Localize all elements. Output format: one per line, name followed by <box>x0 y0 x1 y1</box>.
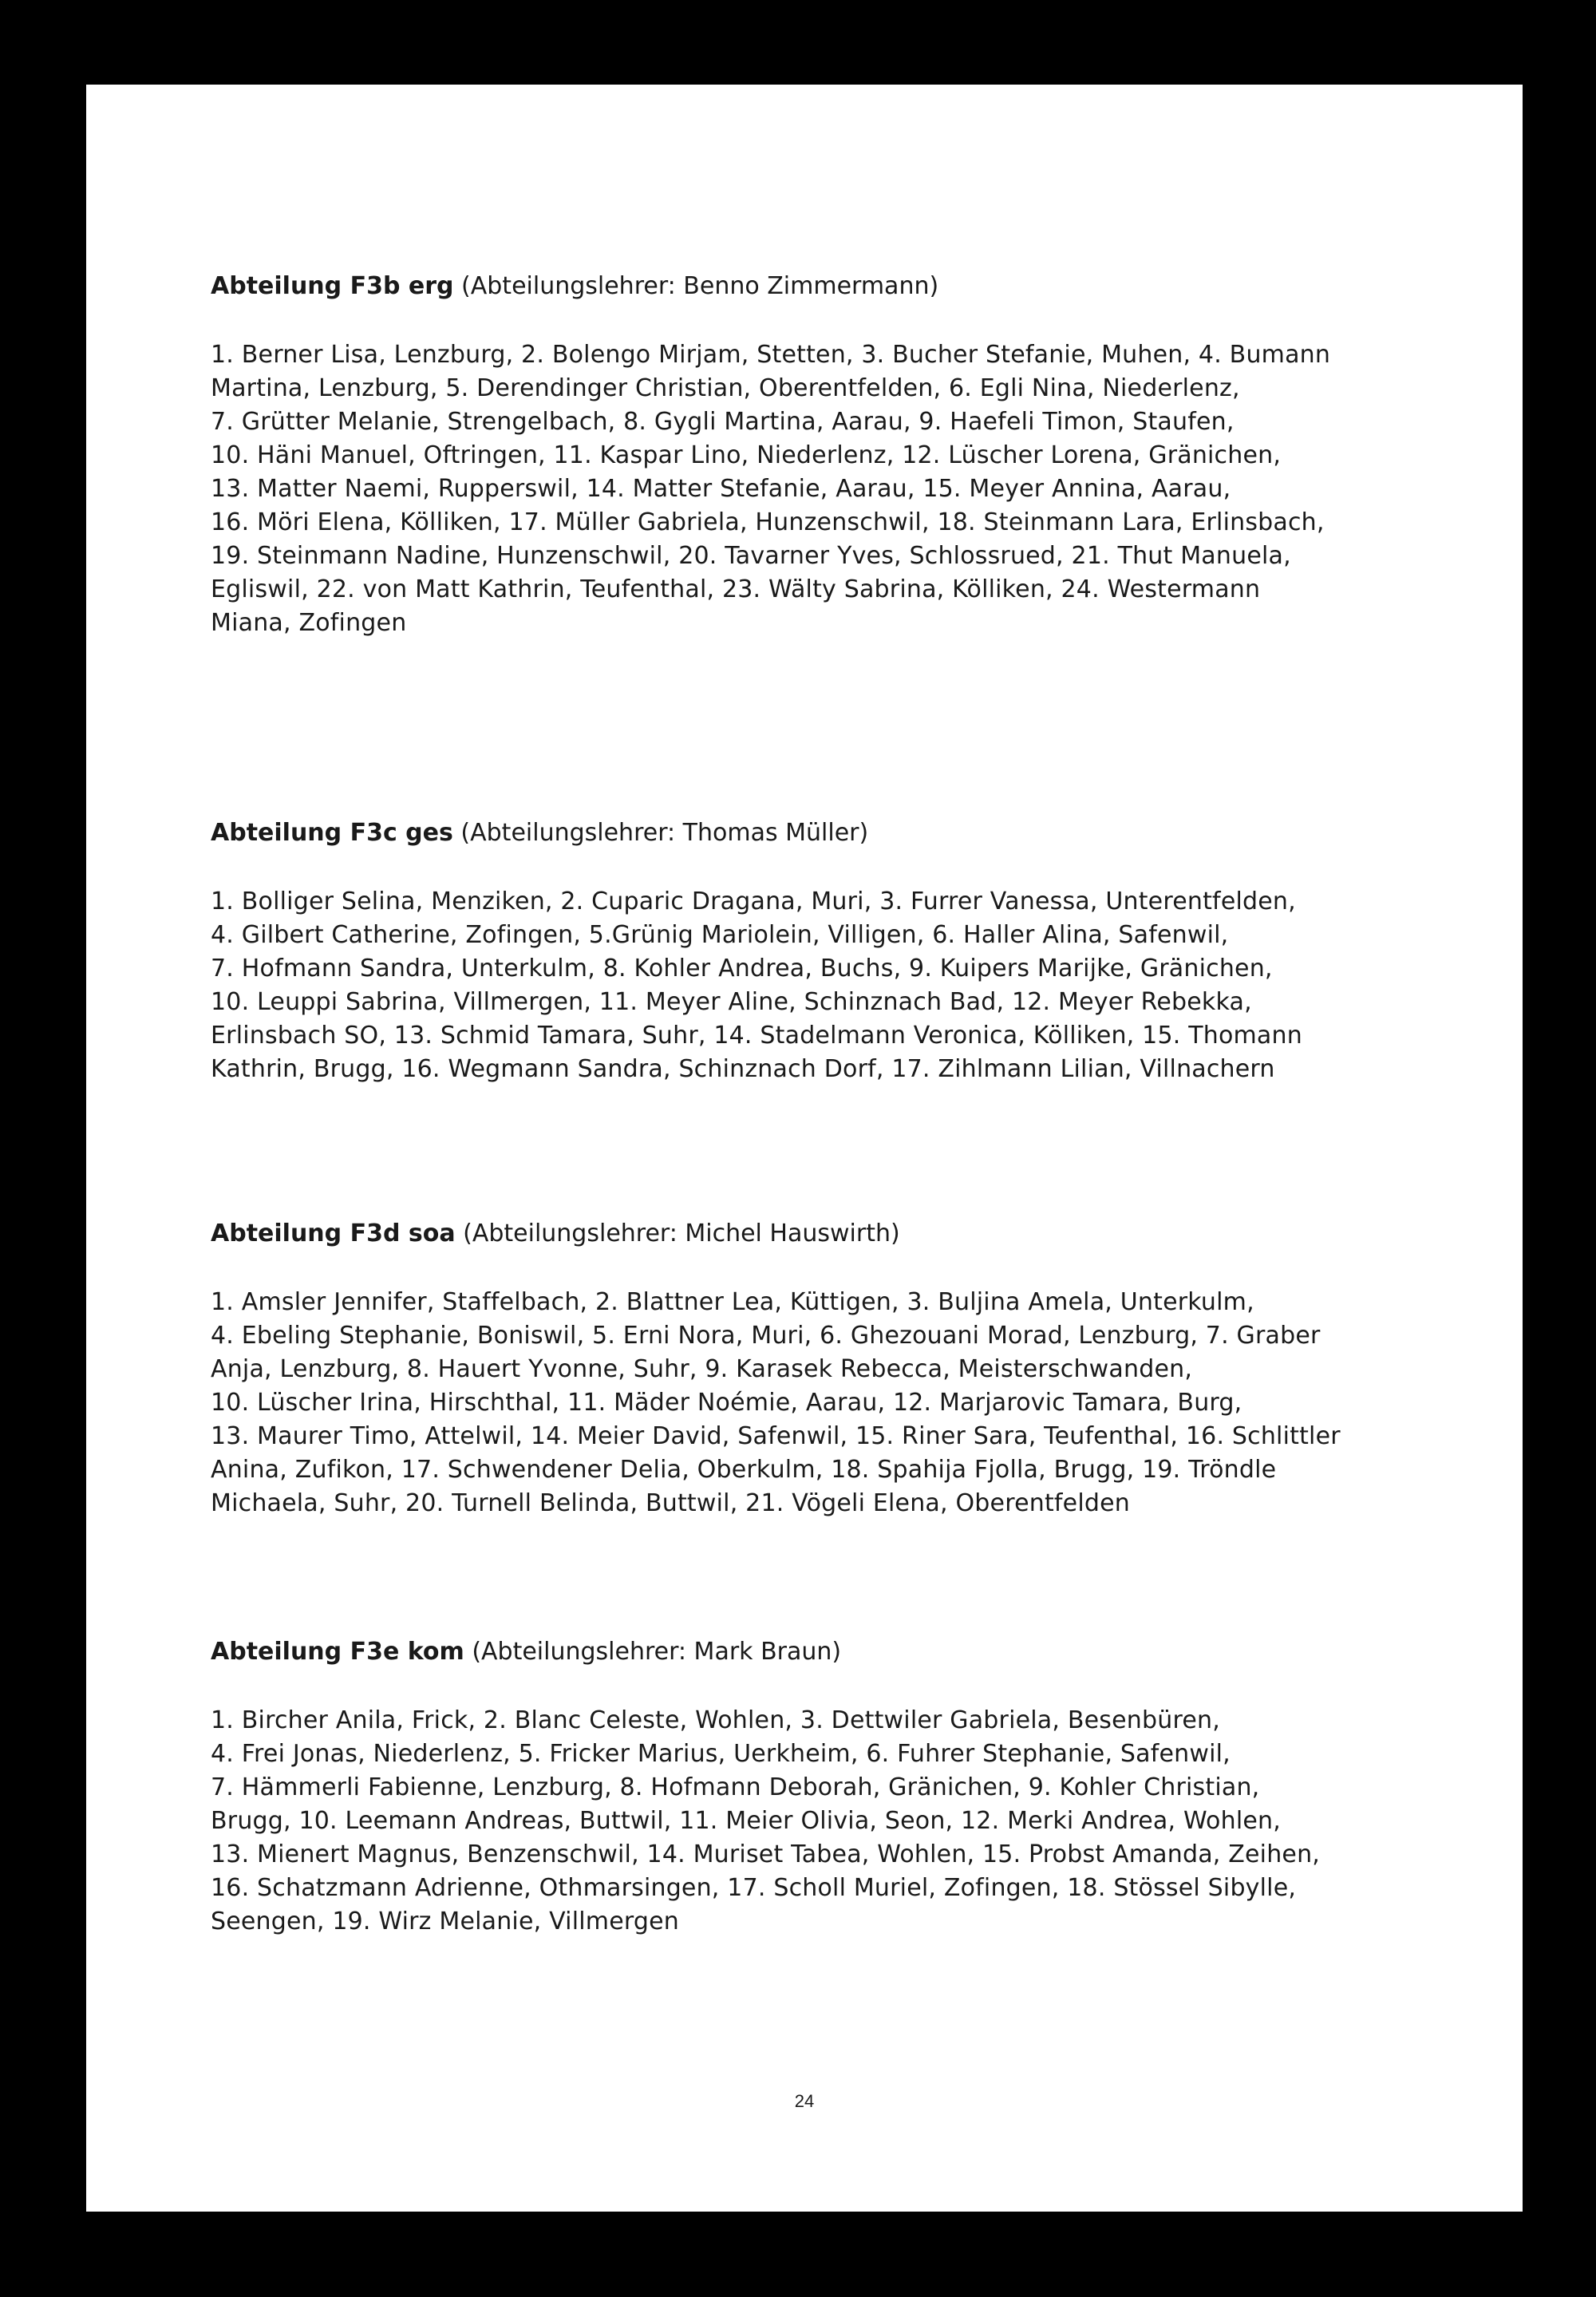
student-list-line: Anina, Zufikon, 17. Schwendener Delia, Oberkulm, 18. Spahija Fjolla, Brugg, 19. Tröndle <box>211 1456 1277 1484</box>
student-list-line: 10. Leuppi Sabrina, Villmergen, 11. Meyer Aline, Schinznach Bad, 12. Meyer Rebekka, <box>211 988 1252 1016</box>
student-list-line: 7. Hämmerli Fabienne, Lenzburg, 8. Hofmann Deborah, Gränichen, 9. Kohler Christian, <box>211 1773 1260 1801</box>
student-list-line: Martina, Lenzburg, 5. Derendinger Christian, Oberentfelden, 6. Egli Nina, Niederlenz, <box>211 374 1240 402</box>
document-page <box>86 85 1523 2212</box>
student-list-line: 10. Häni Manuel, Oftringen, 11. Kaspar Lino, Niederlenz, 12. Lüscher Lorena, Gränichen, <box>211 441 1282 469</box>
student-list <box>211 1704 1464 1939</box>
student-list-line: Kathrin, Brugg, 16. Wegmann Sandra, Schinznach Dorf, 17. Zihlmann Lilian, Villnachern <box>211 1055 1275 1083</box>
section-heading <box>211 1635 1464 1669</box>
student-list-line: 1. Bircher Anila, Frick, 2. Blanc Celeste, Wohlen, 3. Dettwiler Gabriela, Besenbüren, <box>211 1706 1220 1734</box>
student-list <box>211 338 1464 640</box>
section-heading <box>211 1217 1464 1251</box>
student-list-line: 13. Matter Naemi, Rupperswil, 14. Matter Stefanie, Aarau, 15. Meyer Annina, Aarau, <box>211 475 1231 503</box>
teacher-name: (Abteilungslehrer: Benno Zimmermann) <box>461 272 939 300</box>
section-heading <box>211 270 1464 303</box>
section-heading <box>211 816 1464 850</box>
student-list-line: 4. Frei Jonas, Niederlenz, 5. Fricker Marius, Uerkheim, 6. Fuhrer Stephanie, Safenwil, <box>211 1740 1231 1768</box>
class-name: Abteilung F3e kom <box>211 1638 464 1666</box>
class-section-f3d <box>211 1217 1464 1520</box>
student-list-line: Seengen, 19. Wirz Melanie, Villmergen <box>211 1908 679 1935</box>
class-section-f3e <box>211 1635 1464 1939</box>
student-list-line: 1. Bolliger Selina, Menziken, 2. Cuparic Dragana, Muri, 3. Furrer Vanessa, Unterentfelden, <box>211 888 1296 915</box>
student-list-line: Egliswil, 22. von Matt Kathrin, Teufenthal, 23. Wälty Sabrina, Kölliken, 24. Westermann <box>211 575 1261 603</box>
student-list-line: 13. Maurer Timo, Attelwil, 14. Meier David, Safenwil, 15. Riner Sara, Teufenthal, 16. Schlittler <box>211 1422 1341 1450</box>
student-list-line: 7. Grütter Melanie, Strengelbach, 8. Gygli Martina, Aarau, 9. Haefeli Timon, Staufen, <box>211 408 1235 436</box>
student-list-line: 7. Hofmann Sandra, Unterkulm, 8. Kohler Andrea, Buchs, 9. Kuipers Marijke, Gränichen, <box>211 955 1273 982</box>
student-list-line: 19. Steinmann Nadine, Hunzenschwil, 20. Tavarner Yves, Schlossrued, 21. Thut Manuela, <box>211 542 1291 570</box>
student-list-line: 4. Ebeling Stephanie, Boniswil, 5. Erni Nora, Muri, 6. Ghezouani Morad, Lenzburg, 7. Graber <box>211 1322 1321 1350</box>
student-list-line: Miana, Zofingen <box>211 609 407 637</box>
student-list-line: 10. Lüscher Irina, Hirschthal, 11. Mäder Noémie, Aarau, 12. Marjarovic Tamara, Burg, <box>211 1389 1242 1417</box>
student-list-line: Michaela, Suhr, 20. Turnell Belinda, Buttwil, 21. Vögeli Elena, Oberentfelden <box>211 1489 1130 1517</box>
teacher-name: (Abteilungslehrer: Michel Hauswirth) <box>463 1220 900 1247</box>
student-list-line: 1. Amsler Jennifer, Staffelbach, 2. Blattner Lea, Küttigen, 3. Buljina Amela, Unterkulm, <box>211 1288 1254 1316</box>
page-number: 24 <box>794 2091 815 2111</box>
student-list-line: Anja, Lenzburg, 8. Hauert Yvonne, Suhr, 9. Karasek Rebecca, Meisterschwanden, <box>211 1355 1193 1383</box>
student-list <box>211 1286 1464 1520</box>
teacher-name: (Abteilungslehrer: Thomas Müller) <box>460 819 869 847</box>
student-list-line: 4. Gilbert Catherine, Zofingen, 5.Grünig Mariolein, Villigen, 6. Haller Alina, Safenwil, <box>211 921 1229 949</box>
class-section-f3c <box>211 816 1464 1086</box>
teacher-name: (Abteilungslehrer: Mark Braun) <box>472 1638 842 1666</box>
class-name: Abteilung F3d soa <box>211 1220 456 1247</box>
class-section-f3b <box>211 270 1464 640</box>
class-name: Abteilung F3b erg <box>211 272 454 300</box>
student-list-line: 16. Schatzmann Adrienne, Othmarsingen, 17. Scholl Muriel, Zofingen, 18. Stössel Sibylle, <box>211 1874 1297 1902</box>
student-list-line: Erlinsbach SO, 13. Schmid Tamara, Suhr, 14. Stadelmann Veronica, Kölliken, 15. Thomann <box>211 1022 1302 1050</box>
student-list <box>211 885 1464 1086</box>
student-list-line: 1. Berner Lisa, Lenzburg, 2. Bolengo Mirjam, Stetten, 3. Bucher Stefanie, Muhen, 4. Bumann <box>211 341 1331 369</box>
student-list-line: 16. Möri Elena, Kölliken, 17. Müller Gabriela, Hunzenschwil, 18. Steinmann Lara, Erlinsbach, <box>211 508 1325 536</box>
student-list-line: Brugg, 10. Leemann Andreas, Buttwil, 11. Meier Olivia, Seon, 12. Merki Andrea, Wohlen, <box>211 1807 1281 1835</box>
student-list-line: 13. Mienert Magnus, Benzenschwil, 14. Muriset Tabea, Wohlen, 15. Probst Amanda, Zeihen, <box>211 1840 1321 1868</box>
class-name: Abteilung F3c ges <box>211 819 453 847</box>
